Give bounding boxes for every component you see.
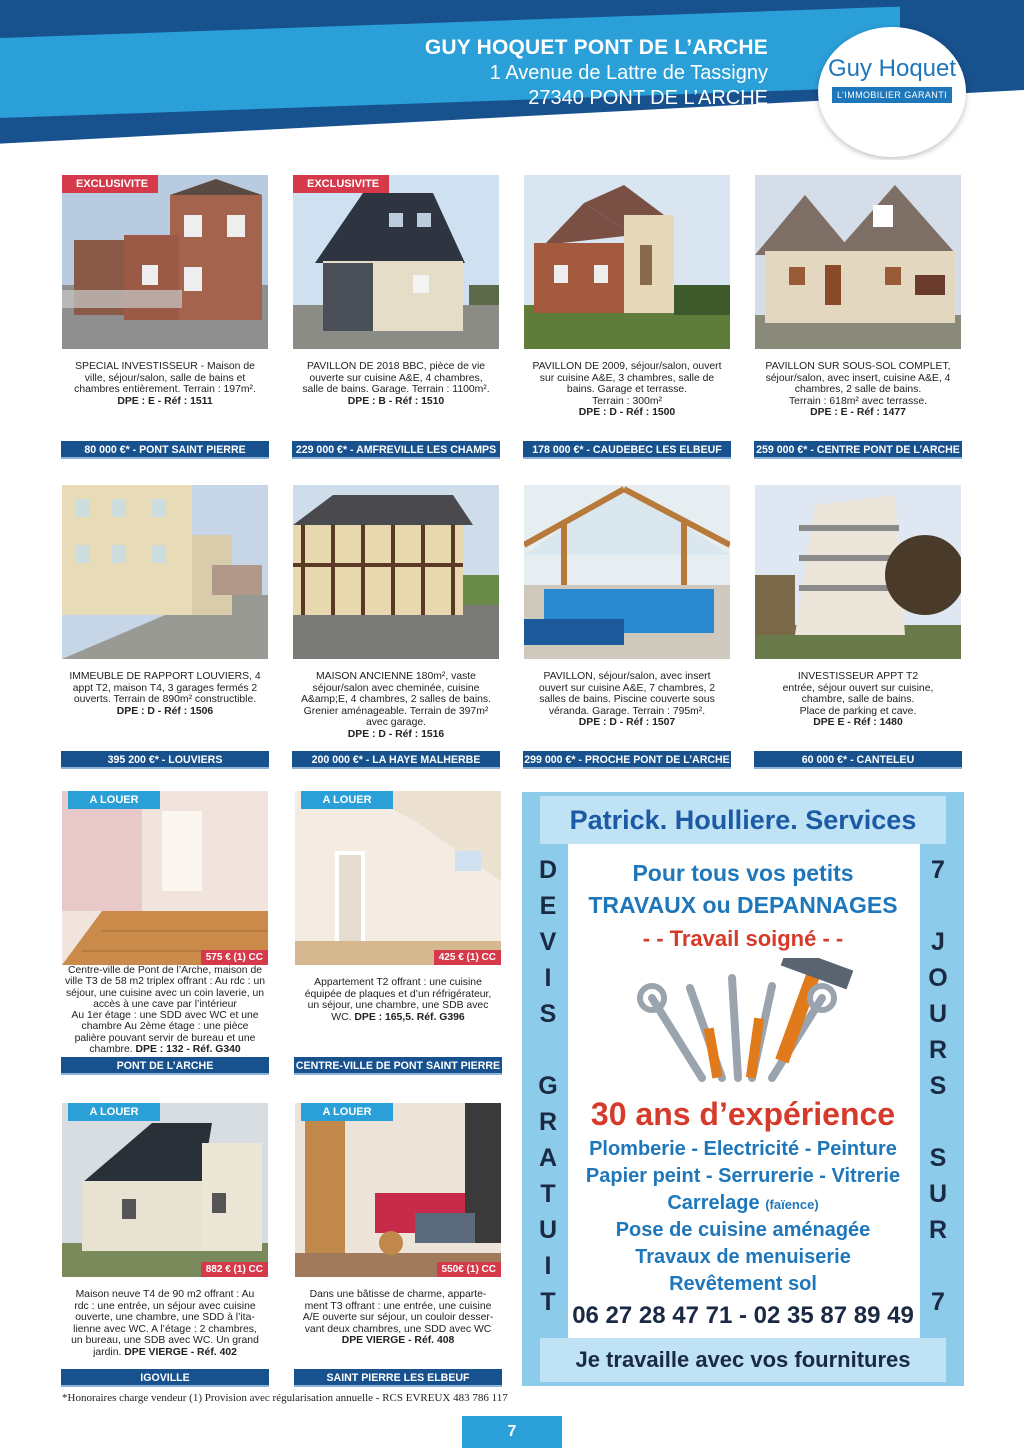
footnote: *Honoraires charge vendeur (1) Provision avec régularisation annuelle - RCS EVREUX 483 786 117 (62, 1392, 508, 1404)
description-line: accès à une cave par l’intérieur (93, 998, 237, 1010)
listing-photo (524, 485, 730, 659)
ad-line1: Pour tous vos petits (632, 860, 854, 886)
description-line: PAVILLON, séjour/salon, avec insert (543, 671, 711, 682)
listing-description (524, 671, 730, 729)
tools-icon (612, 958, 872, 1094)
description-line: chambres entièrement. Terrain : 197m². (74, 384, 256, 396)
agency-name: GUY HOQUET PONT DE L’ARCHE (424, 36, 768, 59)
description-line: MAISON ANCIENNE 180m², vaste (316, 671, 476, 682)
description-line: A/E ouverte sur séjour, un couloir desser- (302, 1312, 494, 1324)
rental-photo (295, 791, 501, 965)
description-line: séjour/salon, avec insert, cuisine A&E, 4 (765, 372, 951, 384)
for-rent-tag: A LOUER (301, 1103, 393, 1121)
rent-price: 882 € (1) CC (201, 1262, 268, 1277)
listing-photo (293, 175, 499, 349)
description-line: jardin. (93, 1346, 122, 1358)
description-line: palière pouvant servir de bureau et une (74, 1032, 256, 1044)
dpe-ref: DPE : D - Réf : 1507 (578, 717, 676, 729)
listing-description (293, 361, 499, 407)
location-bar: SAINT PIERRE LES ELBEUF (294, 1369, 502, 1387)
description-line: rdc : une entrée, un séjour avec cuisine (74, 1300, 256, 1312)
for-rent-tag: A LOUER (301, 791, 393, 809)
agency-address: 1 Avenue de Lattre de Tassigny (489, 62, 768, 84)
description-line: équipée de plaques et d’un réfrigérateur, (304, 988, 492, 1000)
ad-service-line: Pose de cuisine aménagée (615, 1219, 871, 1241)
description-line: vant deux chambres, une SDD avec WC (304, 1323, 492, 1335)
description-line: ouvert sur cuisine A&E, 7 chambres, 2 (538, 682, 716, 694)
listing-photo (755, 485, 961, 659)
price-bar: 80 000 €* - PONT SAINT PIERRE (61, 441, 269, 459)
description-line: Maison neuve T4 de 90 m2 offrant : Au (75, 1289, 255, 1300)
description-line: chambre. (89, 1044, 133, 1056)
listing-description (62, 671, 268, 717)
ad-title: Patrick. Houlliere. Services (540, 796, 946, 844)
agency-info (425, 36, 768, 135)
dpe-ref: DPE : 132 - Réf. G340 (135, 1044, 241, 1056)
services-advertisement (522, 792, 964, 1386)
agency-phone: Tél. : 02 35 02 12 24 (582, 112, 768, 134)
header (0, 0, 1024, 160)
rental-description (295, 1289, 501, 1347)
rent-price: 550€ (1) CC (437, 1262, 501, 1277)
description-line: PAVILLON SUR SOUS-SOL COMPLET, (765, 361, 951, 372)
rent-price: 425 € (1) CC (434, 950, 501, 965)
ad-right-vertical-text: 7 J O U R S S U R 7 (928, 856, 948, 1316)
dpe-ref: DPE : E - Réf : 1477 (810, 407, 906, 419)
dpe-ref: DPE : D - Réf : 1516 (347, 728, 445, 740)
description-line: ouverts. Terrain de 890m² constructible. (73, 694, 257, 706)
price-bar: 259 000 €* - CENTRE PONT DE L’ARCHE (754, 441, 962, 459)
ad-bottom-text: Je travaille avec vos fournitures (540, 1338, 946, 1382)
ad-left-vertical-text: D E V I S G R A T U I T (538, 856, 558, 1316)
ad-experience: 30 ans d’expérience (590, 1096, 896, 1132)
rental-description (62, 1289, 268, 1359)
for-rent-tag: A LOUER (68, 791, 160, 809)
description-line: Dans une bâtisse de charme, apparte- (309, 1289, 487, 1300)
description-line: Grenier aménageable. Terrain de 397m² (303, 705, 489, 717)
description-line: ville, séjour/salon, salle de bains et (84, 372, 246, 384)
description-line: appt T2, maison T4, 3 garages fermés 2 (72, 682, 258, 694)
logo-brand: Guy Hoquet (827, 55, 957, 82)
rental-photo (295, 1103, 501, 1277)
ad-service-line (522, 1192, 964, 1215)
dpe-ref: DPE : 165,5. Réf. G396 (354, 1011, 465, 1023)
rent-price: 575 € (1) CC (201, 950, 268, 965)
description-line: salles de bains. Piscine couverte sous (539, 694, 715, 706)
description-line: ville T3 de 58 m2 triplex offrant : Au rdc : un (64, 976, 266, 988)
dpe-ref: DPE VIERGE - Réf. 408 (341, 1335, 455, 1347)
listing-description (524, 361, 730, 419)
dpe-ref: DPE : B - Réf : 1510 (347, 395, 445, 407)
rental-photo (62, 1103, 268, 1277)
ad-service-line: Travaux de menuiserie (635, 1246, 851, 1268)
listing-photo (62, 485, 268, 659)
ad-service-line: Papier peint - Serrurerie - Vitrerie (585, 1165, 901, 1187)
rental-description (62, 965, 268, 1055)
description-line: Terrain : 618m² avec terrasse. (788, 395, 927, 407)
description-line: chambre Au 2ème étage : une pièce (81, 1021, 249, 1033)
description-line: séjour/salon avec cheminée, cuisine (312, 682, 480, 694)
dpe-ref: DPE E - Réf : 1480 (813, 717, 903, 729)
dpe-ref: DPE : E - Réf : 1511 (117, 395, 213, 407)
description-line: Au 1er étage : une SDD avec WC et une (71, 1010, 259, 1022)
price-bar: 299 000 €* - PROCHE PONT DE L’ARCHE (523, 751, 731, 769)
description-line: SPECIAL INVESTISSEUR - Maison de (75, 361, 255, 372)
description-line: Centre-ville de Pont de l’Arche, maison de (67, 965, 263, 976)
description-line: ouverte, une chambre, une SDD à l’ita- (75, 1312, 255, 1324)
guy-hoquet-logo (818, 27, 966, 157)
description-line: Place de parking et cave. (799, 705, 917, 717)
description-line: véranda. Garage. Terrain : 795m². (548, 705, 706, 717)
description-line: IMMEUBLE DE RAPPORT LOUVIERS, 4 (69, 671, 261, 682)
ad-service-line: Plomberie - Electricité - Peinture (589, 1138, 897, 1160)
ad-service-line: Revêtement sol (669, 1273, 817, 1295)
description-line: bains. Garage et terrasse. (566, 384, 688, 396)
listing-description (62, 361, 268, 407)
description-line: Appartement T2 offrant : une cuisine (314, 977, 482, 988)
listing-description (755, 671, 961, 729)
listing-photo (293, 485, 499, 659)
page-number: 7 (462, 1416, 562, 1448)
price-bar: 200 000 €* - LA HAYE MALHERBE (292, 751, 500, 769)
description-line: chambres, 2 salle de bains. (794, 384, 922, 396)
description-line: un séjour, une chambre, une SDB avec (307, 1000, 489, 1012)
price-bar: 229 000 €* - AMFREVILLE LES CHAMPS (292, 441, 500, 459)
ad-line2: TRAVAUX ou DEPANNAGES (588, 892, 898, 918)
dpe-ref: DPE : D - Réf : 1506 (116, 705, 214, 717)
description-line: Terrain : 300m² (592, 395, 662, 407)
logo-tagline: L’IMMOBILIER GARANTI (832, 87, 952, 103)
location-bar: PONT DE L’ARCHE (61, 1057, 269, 1075)
listing-photo (524, 175, 730, 349)
ad-service-text: Carrelage (667, 1192, 760, 1214)
location-bar: CENTRE-VILLE DE PONT SAINT PIERRE (294, 1057, 502, 1075)
description-line: INVESTISSEUR APPT T2 (797, 671, 919, 682)
description-line: salle de bains. Garage. Terrain : 1100m². (302, 384, 490, 396)
exclusive-tag: EXCLUSIVITE (62, 175, 158, 193)
description-line: PAVILLON DE 2018 BBC, pièce de vie (306, 361, 486, 372)
description-line: sur cuisine A&E, 3 chambres, salle de (539, 372, 715, 384)
listing-photo (755, 175, 961, 349)
location-bar: IGOVILLE (61, 1369, 269, 1387)
description-line: entrée, séjour ouvert sur cuisine, (782, 682, 934, 694)
ad-phone-numbers: 06 27 28 47 71 - 02 35 87 89 49 (572, 1302, 914, 1329)
description-line: un bureau, une SDB avec WC. Un grand (71, 1335, 259, 1347)
description-line: ouverte sur cuisine A&E, 4 chambres, (309, 372, 483, 384)
exclusive-tag: EXCLUSIVITE (293, 175, 389, 193)
ad-service-note: (faïence) (765, 1197, 819, 1212)
listing-description (293, 671, 499, 741)
listing-photo (62, 175, 268, 349)
rental-description (295, 977, 501, 1023)
description-line: avec garage. (365, 717, 427, 729)
listing-description (755, 361, 961, 419)
description-line: WC. (331, 1011, 352, 1023)
rental-photo (62, 791, 268, 965)
description-line: séjour, une cuisine avec un coin laverie, un (65, 987, 265, 999)
dpe-ref: DPE VIERGE - Réf. 402 (124, 1346, 237, 1358)
description-line: PAVILLON DE 2009, séjour/salon, ouvert (532, 361, 722, 372)
description-line: A&amp;E, 4 chambres, 2 salles de bains. (300, 694, 491, 706)
description-line: chambre, salle de bains. (801, 694, 915, 706)
dpe-ref: DPE : D - Réf : 1500 (578, 407, 676, 419)
ad-line3: - - Travail soigné - - (642, 926, 844, 951)
price-bar: 60 000 €* - CANTELEU (754, 751, 962, 769)
description-line: lienne avec WC. A l’étage : 2 chambres, (73, 1323, 257, 1335)
for-rent-tag: A LOUER (68, 1103, 160, 1121)
agency-city: 27340 PONT DE L’ARCHE (528, 87, 768, 109)
description-line: ment T3 offrant : une entrée, une cuisine (304, 1300, 492, 1312)
price-bar: 178 000 €* - CAUDEBEC LES ELBEUF (523, 441, 731, 459)
price-bar: 395 200 €* - LOUVIERS (61, 751, 269, 769)
